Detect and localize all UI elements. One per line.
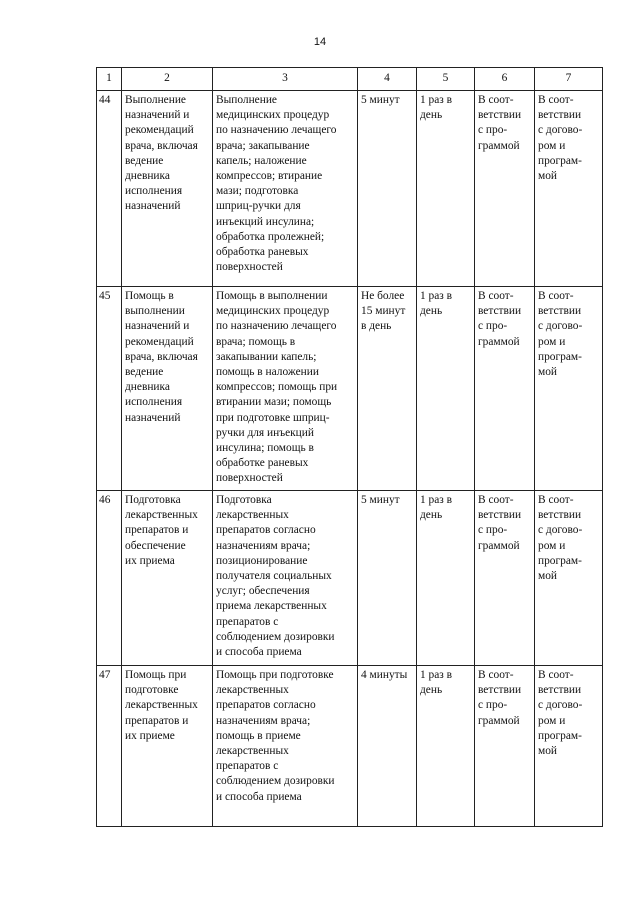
service-name: Помощь при подготовке лекарственных препаратов и их приеме <box>122 666 213 827</box>
row-number: 46 <box>97 491 122 666</box>
service-col6: В соот- ветствии с про- граммой <box>475 666 535 827</box>
service-col6: В соот- ветствии с про- граммой <box>475 91 535 287</box>
service-col6: В соот- ветствии с про- граммой <box>475 491 535 666</box>
row-number: 47 <box>97 666 122 827</box>
services-table <box>96 67 603 827</box>
header-cell-7: 7 <box>535 68 603 91</box>
header-cell-2: 2 <box>122 68 213 91</box>
service-time: 4 минуты <box>358 666 417 827</box>
service-frequency: 1 раз в день <box>417 287 475 491</box>
service-frequency: 1 раз в день <box>417 91 475 287</box>
service-description: Помощь при подготовке лекарственных препаратов согласно назначениям врача; помощь в приеме лекарственных препаратов с соблюдением дозировки и способа приема <box>213 666 358 827</box>
header-cell-6: 6 <box>475 68 535 91</box>
table-row <box>97 91 603 287</box>
service-name: Помощь в выполнении назначений и рекомендаций врача, включая ведение дневника исполнения назначений <box>122 287 213 491</box>
service-name: Выполнение назначений и рекомендаций врача, включая ведение дневника исполнения назначений <box>122 91 213 287</box>
service-description: Подготовка лекарственных препаратов согласно назначениям врача; позиционирование получателя социальных услуг; обеспечения приема лекарственных препаратов с соблюдением дозировки и способа приема <box>213 491 358 666</box>
table-row <box>97 666 603 827</box>
service-frequency: 1 раз в день <box>417 491 475 666</box>
row-number: 44 <box>97 91 122 287</box>
service-col6: В соот- ветствии с про- граммой <box>475 287 535 491</box>
service-name: Подготовка лекарственных препаратов и обеспечение их приема <box>122 491 213 666</box>
service-time: 5 минут <box>358 491 417 666</box>
header-cell-1: 1 <box>97 68 122 91</box>
header-row <box>97 68 603 91</box>
header-cell-3: 3 <box>213 68 358 91</box>
header-cell-5: 5 <box>417 68 475 91</box>
service-col7: В соот- ветствии с догово- ром и програм- мой <box>535 91 603 287</box>
service-col7: В соот- ветствии с догово- ром и програм- мой <box>535 491 603 666</box>
service-col7: В соот- ветствии с догово- ром и програм- мой <box>535 666 603 827</box>
service-description: Помощь в выполнении медицинских процедур по назначению лечащего врача; помощь в закапывании капель; помощь в наложении компрессов; помощь при втирании мази; помощь при подготовке шприц- ручки для инъекций инсулина; помощь в обработке раневых поверхностей <box>213 287 358 491</box>
service-time: 5 минут <box>358 91 417 287</box>
service-description: Выполнение медицинских процедур по назначению лечащего врача; закапывание капель; наложение компрессов; втирание мази; подготовка шприц-ручки для инъекций инсулина; обработка пролежней; обработка раневых поверхностей <box>213 91 358 287</box>
service-col7: В соот- ветствии с догово- ром и програм- мой <box>535 287 603 491</box>
row-number: 45 <box>97 287 122 491</box>
table-row <box>97 491 603 666</box>
service-frequency: 1 раз в день <box>417 666 475 827</box>
table-row <box>97 287 603 491</box>
page-number: 14 <box>313 36 327 48</box>
service-time: Не более 15 минут в день <box>358 287 417 491</box>
header-cell-4: 4 <box>358 68 417 91</box>
